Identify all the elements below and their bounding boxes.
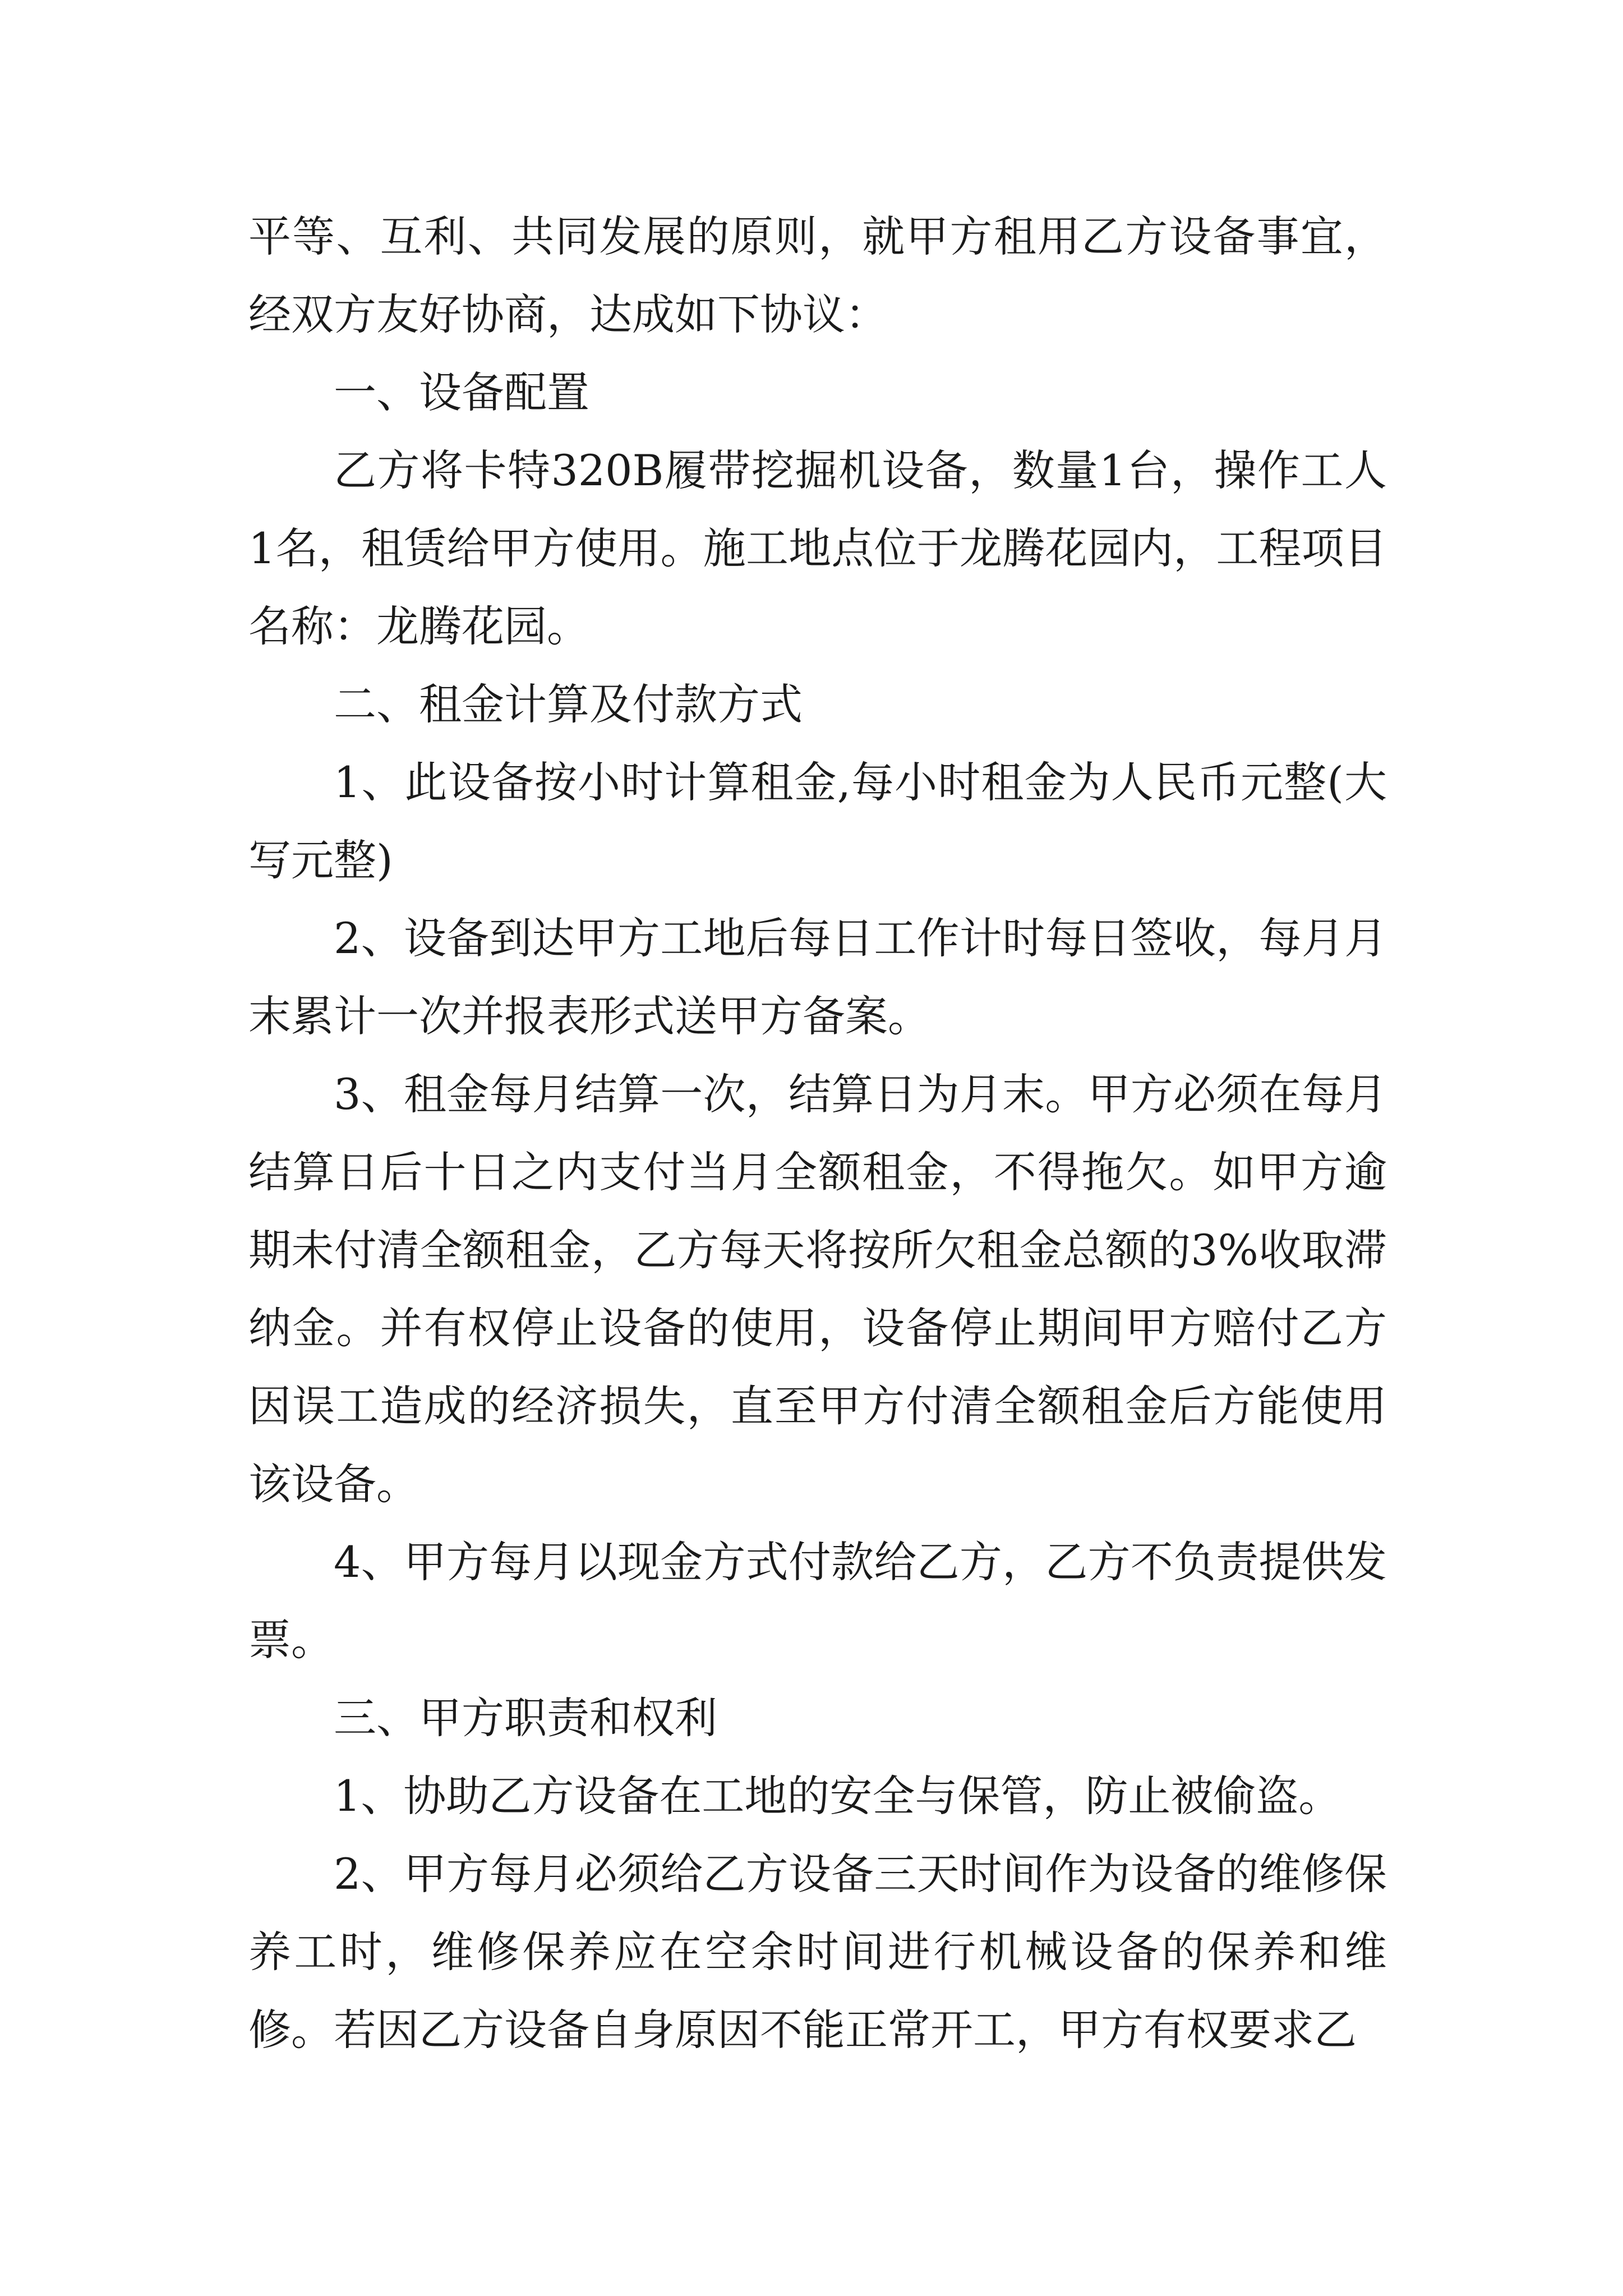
section-heading-party-a: 三、甲方职责和权利 xyxy=(334,1693,717,1743)
contract-body xyxy=(248,197,1387,2069)
section-heading-equipment: 一、设备配置 xyxy=(334,367,589,417)
paragraph-rent-3: 3、租金每月结算一次，结算日为月末。甲方必须在每月结算日后十日之内支付当月全额租金，不得拖欠。如甲方逾期未付清全额租金，乙方每天将按所欠租金总额的3%收取滞纳金。并有权停止设备的使用，设备停止期间甲方赔付乙方因误工造成的经济损失，直至甲方付清全额租金后方能使用该设备。 xyxy=(248,1069,1387,1509)
paragraph-party-a-1: 1、协助乙方设备在工地的安全与保管，防止被偷盗。 xyxy=(334,1771,1341,1821)
paragraph-party-a-2: 2、甲方每月必须给乙方设备三天时间作为设备的维修保养工时，维修保养应在空余时间进行机械设备的保养和维修。若因乙方设备自身原因不能正常开工，甲方有权要求乙 xyxy=(248,1849,1387,2055)
paragraph-rent-1: 1、此设备按小时计算租金,每小时租金为人民币元整(大写元整) xyxy=(248,757,1387,885)
paragraph-equipment: 乙方将卡特320B履带挖掘机设备，数量1台，操作工人1名，租赁给甲方使用。施工地点位于龙腾花园内，工程项目名称：龙腾花园。 xyxy=(248,445,1387,651)
paragraph-rent-4: 4、甲方每月以现金方式付款给乙方，乙方不负责提供发票。 xyxy=(248,1537,1387,1665)
paragraph-rent-2: 2、设备到达甲方工地后每日工作计时每日签收，每月月末累计一次并报表形式送甲方备案。 xyxy=(248,913,1387,1041)
paragraph-intro: 平等、互利、共同发展的原则，就甲方租用乙方设备事宜，经双方友好协商，达成如下协议： xyxy=(248,211,1387,339)
section-heading-rent: 二、租金计算及付款方式 xyxy=(334,679,803,729)
